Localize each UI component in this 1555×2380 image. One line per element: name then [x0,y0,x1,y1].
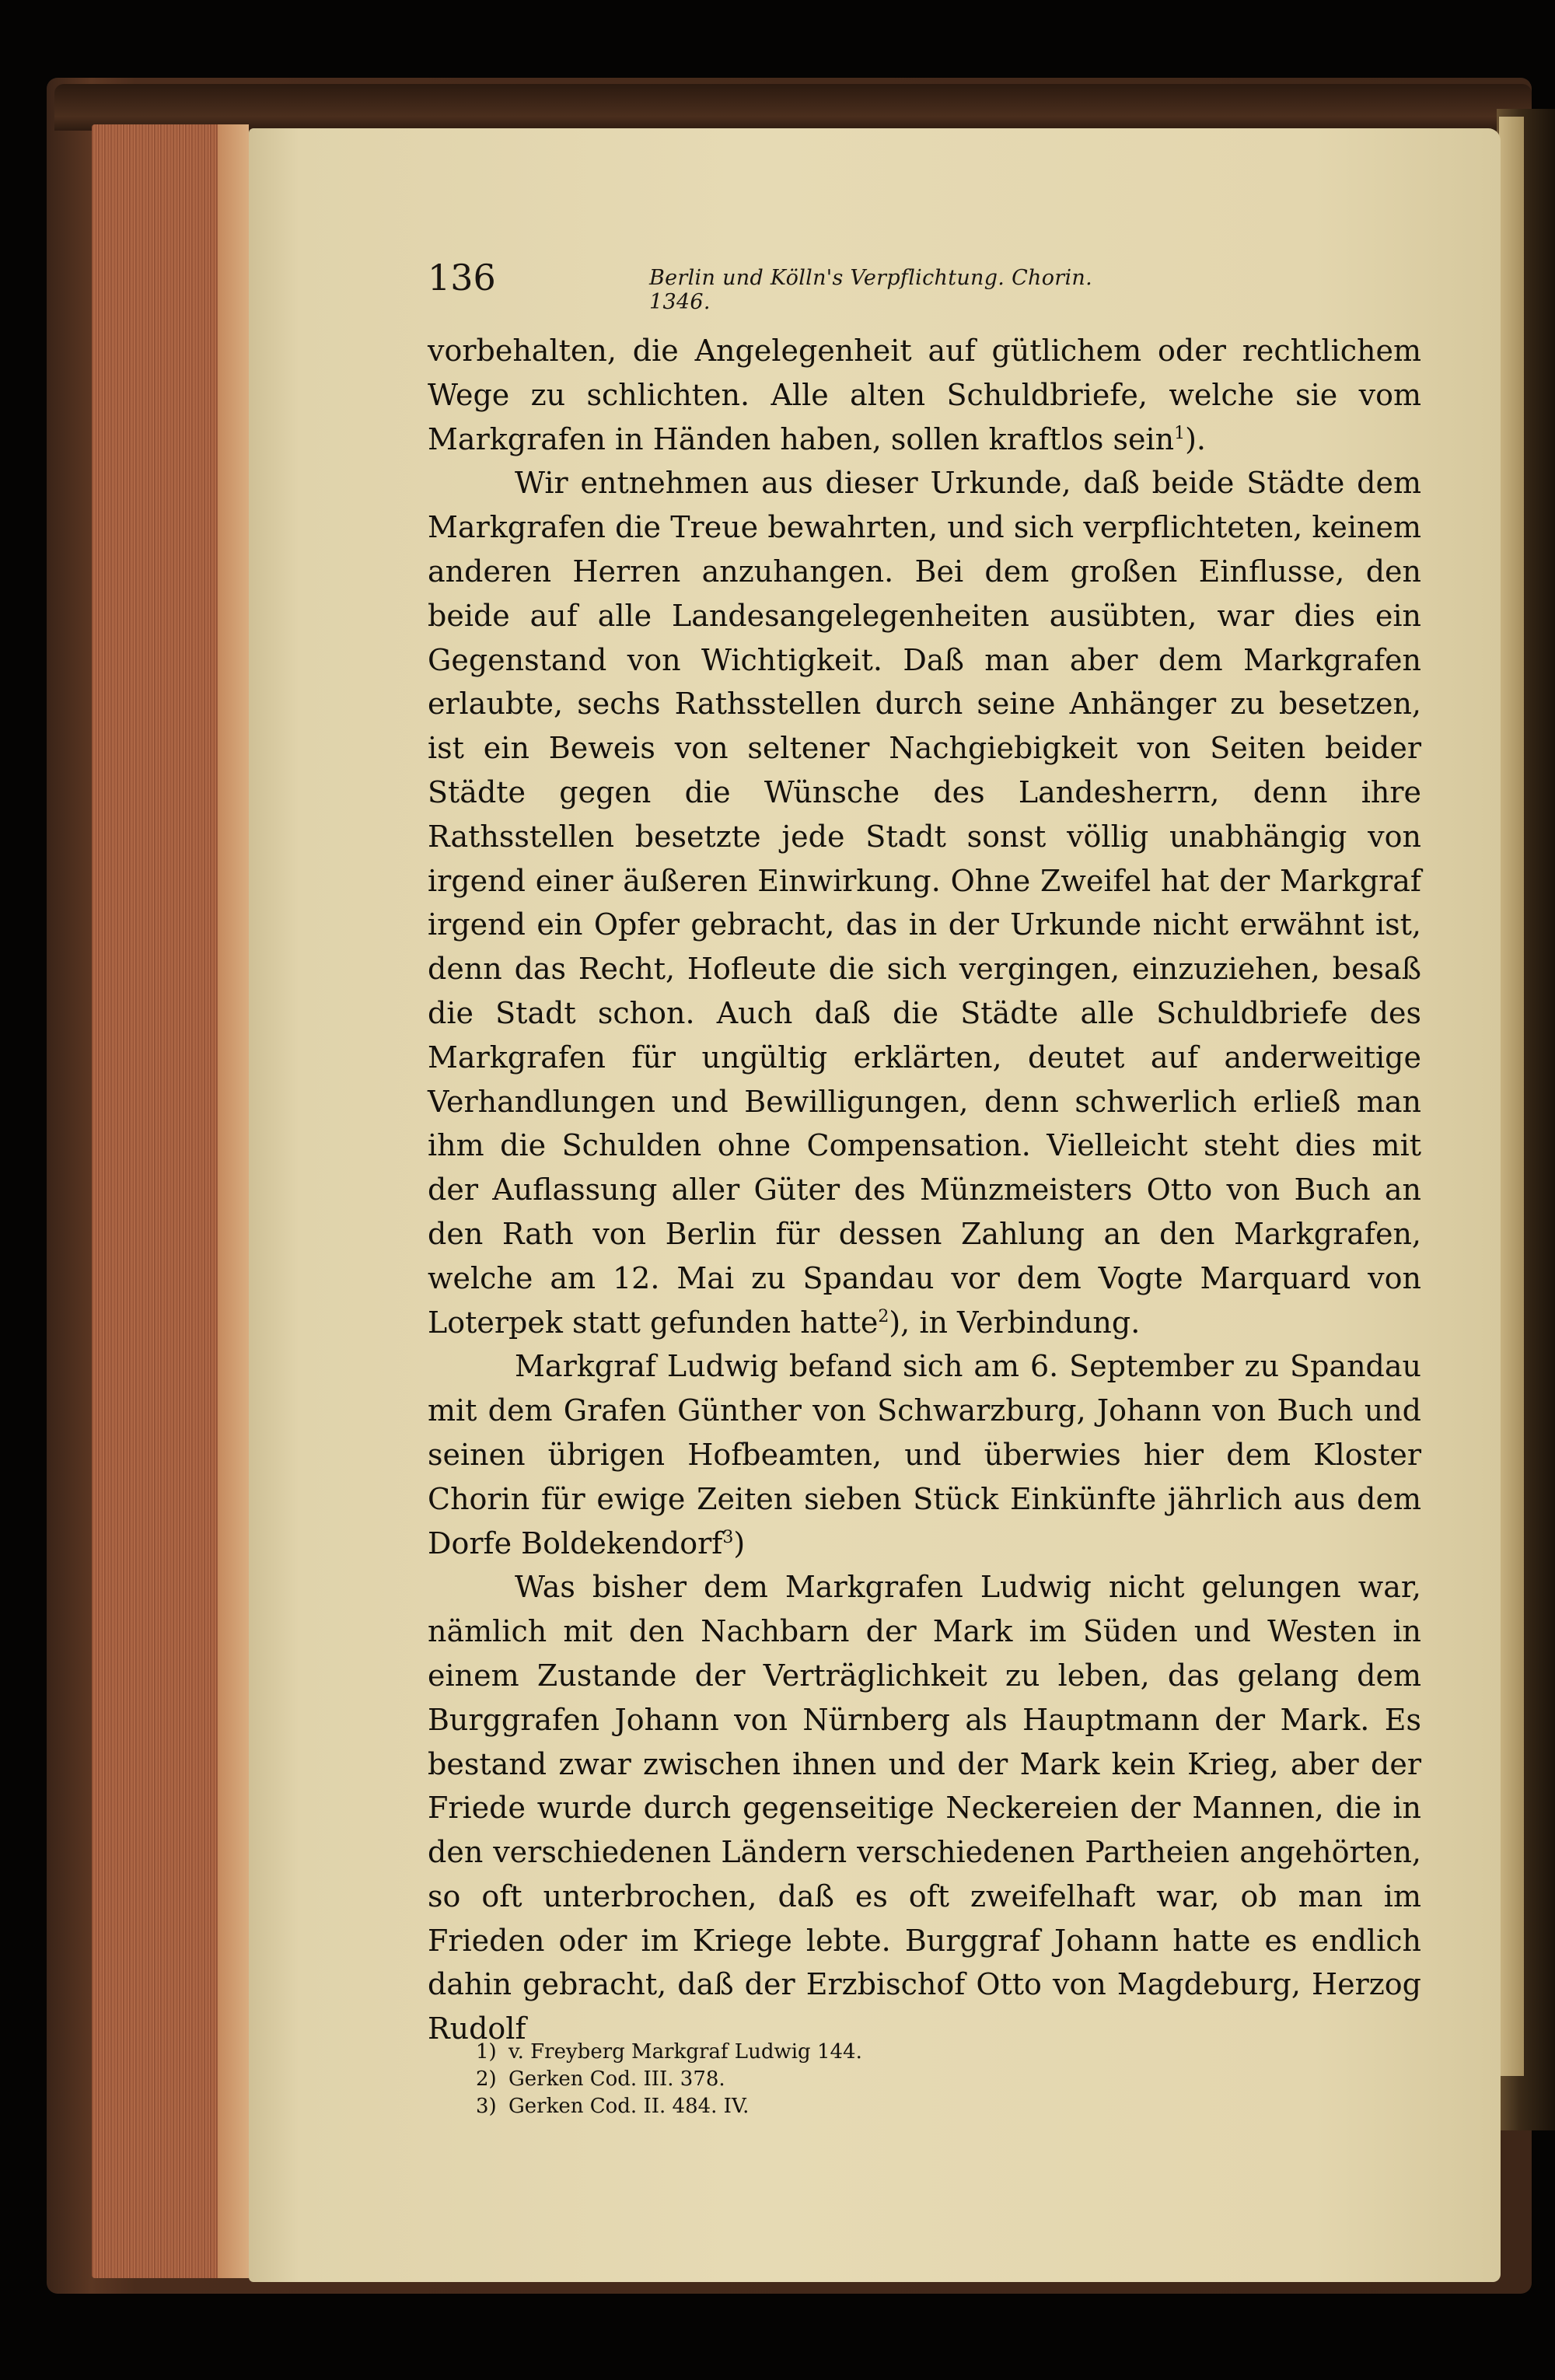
paragraph-text-tail: ). [1185,421,1206,456]
footnote-ref: 3 [722,1527,734,1547]
paragraph-text: vorbehalten, die Angelegenheit auf gütlichem oder rechtlichem Wege zu schlichten. Alle alten Schuldbriefe, welche sie vom Markgrafen in Händen haben, sollen kraftlos sein [428,334,1421,456]
footnote-number: 2) [476,2067,497,2091]
paragraph-text-tail: ), in Verbindung. [889,1305,1141,1340]
footnote-text: Gerken Cod. II. 484. IV. [508,2095,750,2118]
footnote-text: Gerken Cod. III. 378. [508,2067,725,2091]
paragraph-text: Wir entnehmen aus dieser Urkunde, daß beide Städte dem Markgrafen die Treue bewahrten, und sich verpflichteten, keinem anderen Herren anzuhangen. Bei dem großen Einflusse, den beide auf alle Landesangelegenheiten ausübten, war dies ein Gegenstand von Wichtigkeit. Daß man aber dem Markgrafen erlaubte, sechs Rathsstellen durch seine Anhänger zu besetzen, ist ein Beweis von seltener Nachgiebigkeit von Seiten beider Städte gegen die Wünsche des Landesherrn, denn ihre Rathsstellen besetzte jede Stadt sonst völlig unabhängig von irgend einer äußeren Einwirkung. Ohne Zweifel hat der Markgraf irgend ein Opfer gebracht, das in der Urkunde nicht erwähnt ist, denn das Recht, Hofleute die sich vergingen, einzuziehen, besaß die Stadt schon. Auch daß die Städte alle Schuldbriefe des Markgrafen für ungültig erklärten, deutet auf anderweitige Verhandlungen und Bewilligungen, denn schwerlich erließ man ihm die Schulden ohne Compensation. Vielleicht steht dies mit der Auflassung aller Güter des Münzmeisters Otto von Buch an den Rath von Berlin für dessen Zahlung an den Markgrafen, welche am 12. Mai zu Spandau vor dem Vogte Marquard von Loterpek statt gefunden hatte [428,466,1421,1340]
paragraph [428,1344,1421,1565]
footnote-number: 1) [476,2040,497,2064]
footnote-ref: 2 [878,1306,889,1326]
paragraph [428,1565,1421,2051]
page-header [428,257,1205,314]
page-number: 136 [428,257,496,299]
page-gutter [218,124,249,2278]
opposite-page-strip [1499,117,1524,2076]
paragraph-text: Was bisher dem Markgrafen Ludwig nicht gelungen war, nämlich mit den Nachbarn der Mark im Süden und Westen in einem Zustande der Verträglichkeit zu leben, das gelang dem Burggrafen Johann von Nürnberg als Hauptmann der Mark. Es bestand zwar zwischen ihnen und der Mark kein Krieg, aber der Friede wurde durch gegenseitige Neckereien der Mannen, die in den verschiedenen Ländern verschiedenen Partheien angehörten, so oft unterbrochen, daß es oft zweifelhaft war, ob man im Frieden oder im Kriege lebte. Burggraf Johann hatte es endlich dahin gebracht, daß der Erzbischof Otto von Magdeburg, Herzog Rudolf [428,1570,1421,2046]
paragraph [428,461,1421,1344]
footnotes [476,2039,1176,2120]
footnote [476,2039,1176,2066]
running-head: Berlin und Kölln's Verpflichtung. Chorin. 1346. [649,266,1092,314]
paragraph [428,329,1421,461]
footnote-text: v. Freyberg Markgraf Ludwig 144. [508,2040,862,2064]
body-text [428,329,1421,2051]
footnote [476,2093,1176,2120]
footnote-ref: 1 [1174,423,1186,443]
paragraph-text-tail: ) [733,1526,746,1560]
book-cover-top [54,84,1532,131]
footnote-number: 3) [476,2095,497,2118]
paragraph-text: Markgraf Ludwig befand sich am 6. September zu Spandau mit dem Grafen Günther von Schwarzburg, Johann von Buch und seinen übrigen Hofbeamten, und überwies hier dem Kloster Chorin für ewige Zeiten sieben Stück Einkünfte jährlich aus dem Dorfe Boldekendorf [428,1349,1421,1560]
footnote [476,2066,1176,2093]
